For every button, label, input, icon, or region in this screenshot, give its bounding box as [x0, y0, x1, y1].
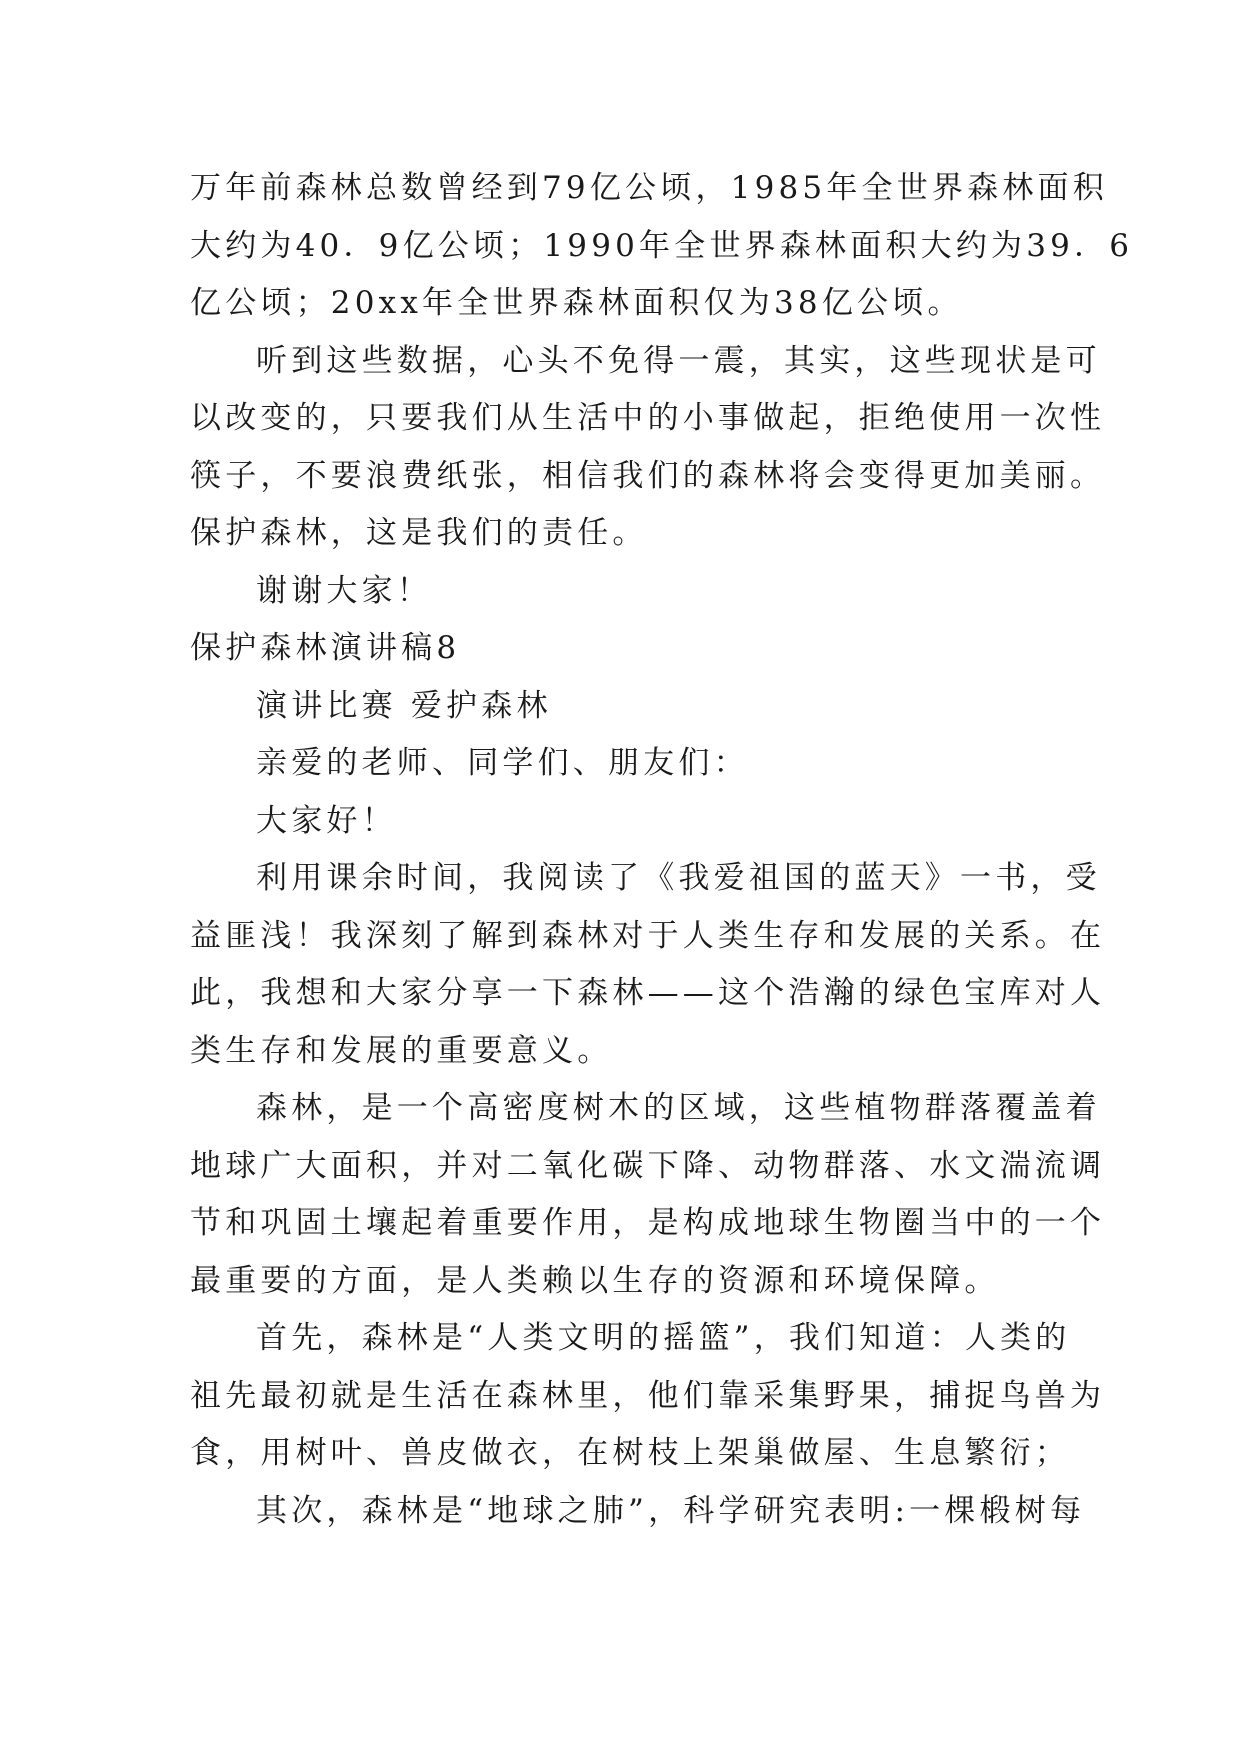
text-line-3: 亿公顷；20xx年全世界森林面积仅为38亿公顷。: [190, 285, 963, 321]
text-line-4: 听到这些数据，心头不免得一震，其实，这些现状是可: [256, 342, 1101, 379]
text-line-1: 万年前森林总数曾经到79亿公顷，1985年全世界森林面积: [190, 170, 1108, 206]
text-line-21: 首先，森林是“人类文明的摇篮”，我们知道：人类的: [256, 1320, 1071, 1356]
text-line-14: 益匪浅！我深刻了解到森林对于人类生存和发展的关系。在: [190, 917, 1106, 954]
text-line-18: 地球广大面积，并对二氧化碳下降、动物群落、水文湍流调: [190, 1147, 1106, 1184]
text-line-2: 大约为40．9亿公顷；1990年全世界森林面积大约为39．6: [190, 227, 1134, 264]
salutation: 亲爱的老师、同学们、朋友们：: [256, 745, 749, 781]
text-line-17: 森林，是一个高密度树木的区域，这些植物群落覆盖着: [256, 1090, 1101, 1126]
text-line-24: 其次，森林是“地球之肺”，科学研究表明:一棵椴树每: [256, 1492, 1086, 1529]
text-line-13: 利用课余时间，我阅读了《我爱祖国的蓝天》一书，受: [256, 860, 1101, 896]
text-line-15: 此，我想和大家分享一下森林——这个浩瀚的绿色宝库对人: [190, 975, 1106, 1011]
text-line-23: 食，用树叶、兽皮做衣，在树枝上架巢做屋、生息繁衍；: [190, 1435, 1070, 1471]
text-line-22: 祖先最初就是生活在森林里，他们靠采集野果，捕捉鸟兽为: [190, 1377, 1106, 1414]
section-heading: 保护森林演讲稿8: [190, 630, 461, 666]
text-line-5: 以改变的，只要我们从生活中的小事做起，拒绝使用一次性: [190, 400, 1106, 436]
text-line-8: 谢谢大家！: [256, 572, 432, 609]
text-line-7: 保护森林，这是我们的责任。: [190, 515, 648, 551]
text-line-16: 类生存和发展的重要意义。: [190, 1032, 613, 1069]
text-line-20: 最重要的方面，是人类赖以生存的资源和环境保障。: [190, 1262, 1000, 1299]
text-line-19: 节和巩固土壤起着重要作用，是构成地球生物圈当中的一个: [190, 1205, 1106, 1241]
speech-subtitle: 演讲比赛 爱护森林: [256, 687, 552, 724]
greeting: 大家好！: [256, 802, 397, 839]
document-body: [190, 160, 1134, 1540]
text-line-6: 筷子，不要浪费纸张，相信我们的森林将会变得更加美丽。: [190, 457, 1106, 494]
